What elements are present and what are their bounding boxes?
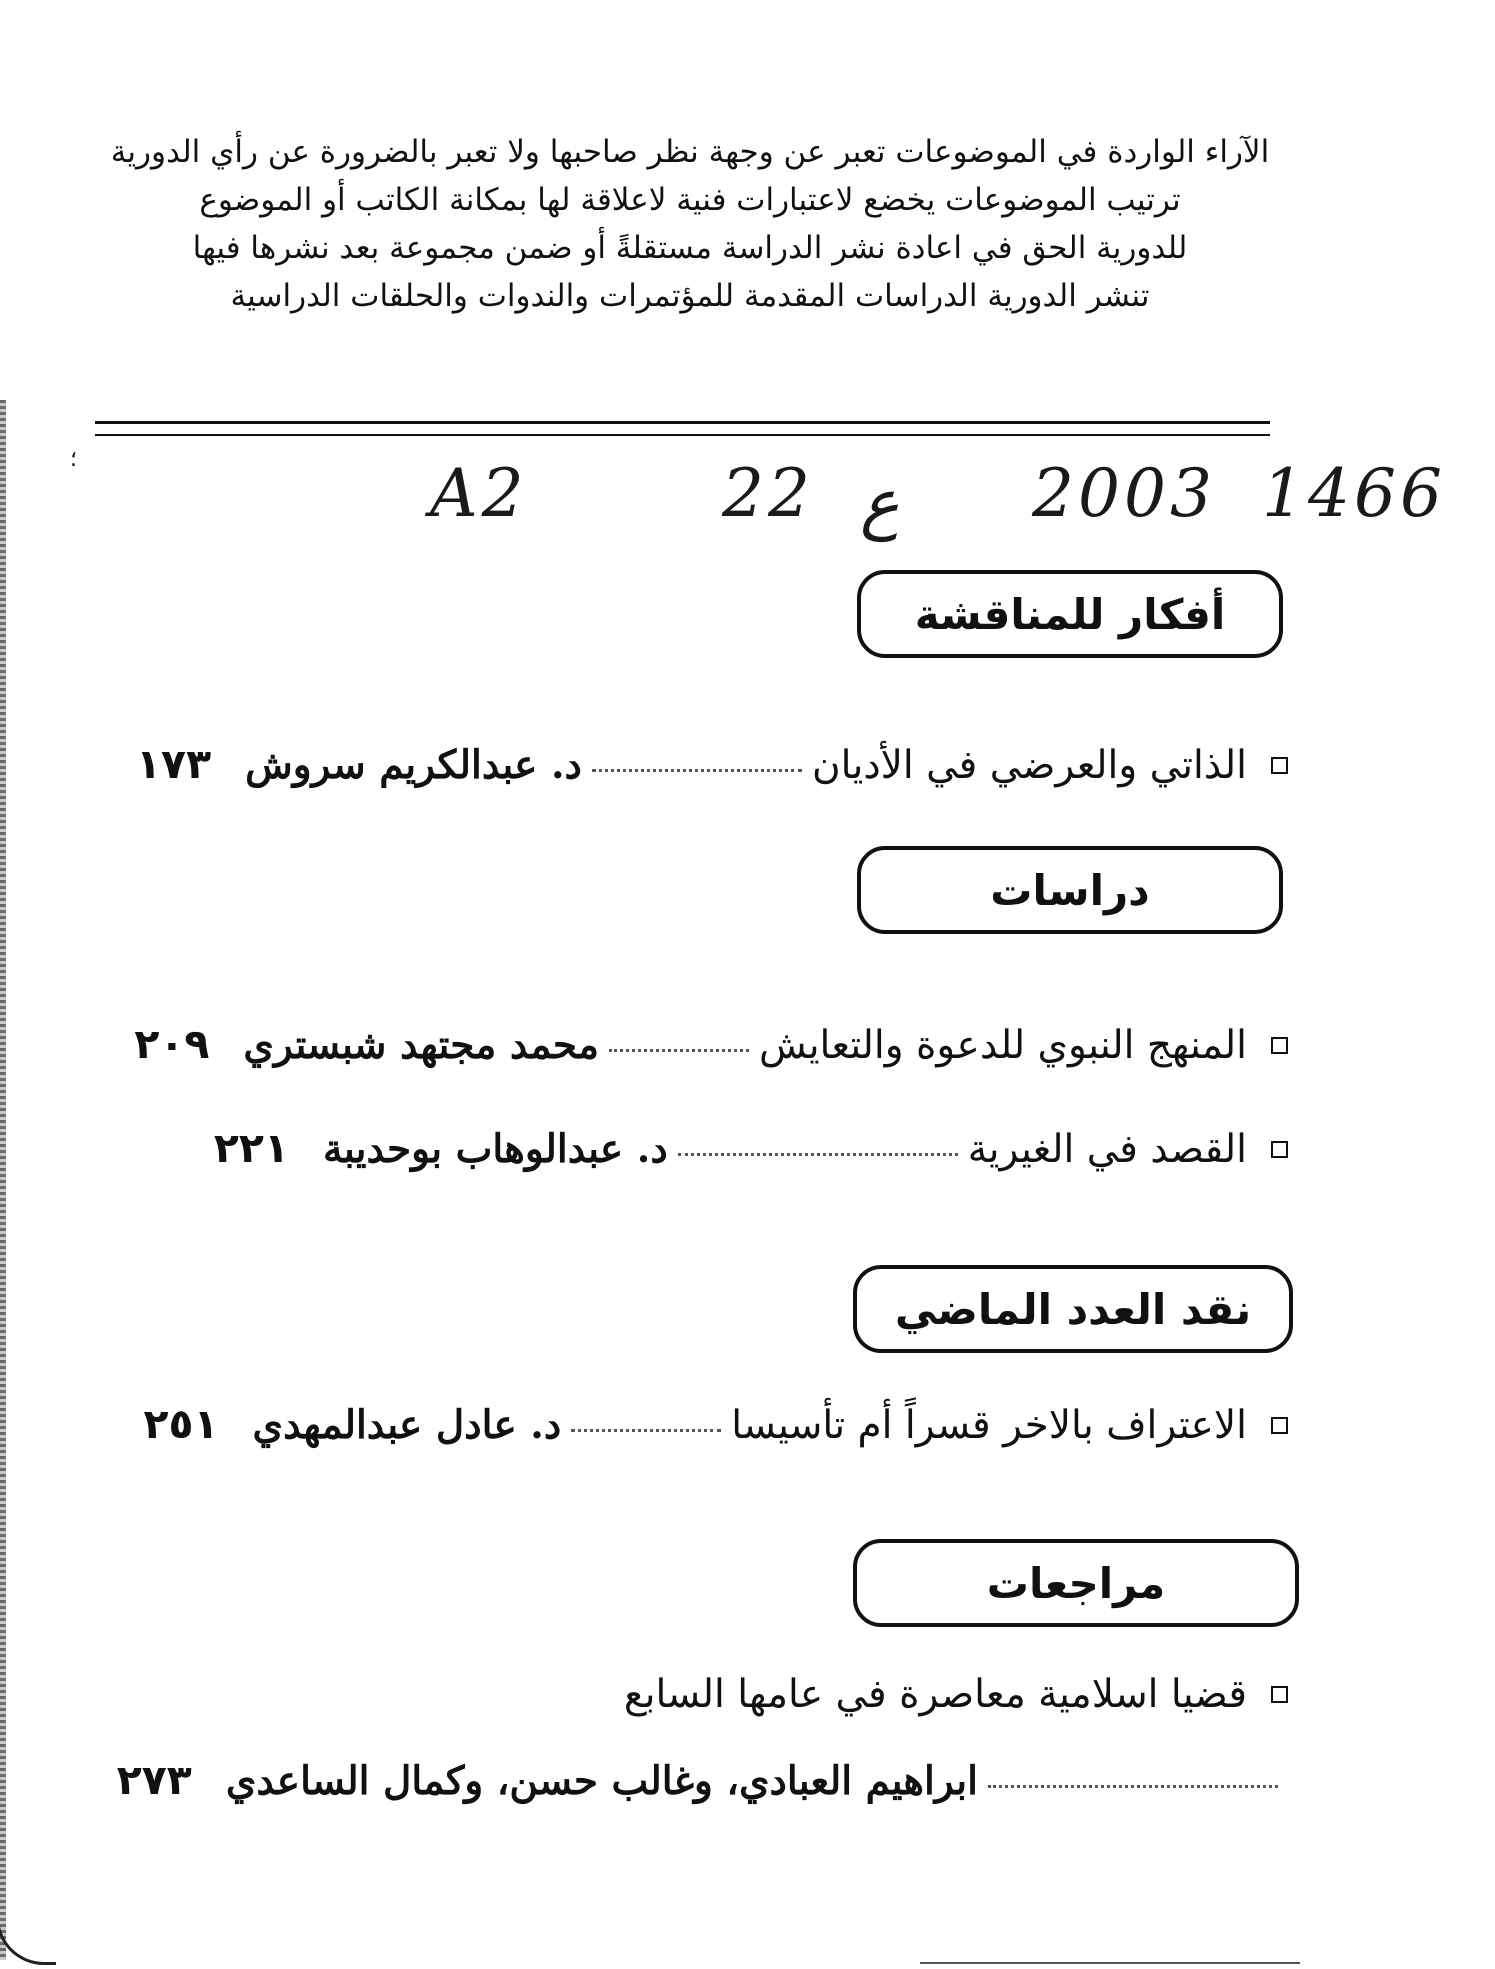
checkbox-bullet-icon [1271, 1417, 1288, 1434]
section-title: مراجعات [986, 1558, 1166, 1608]
disclaimer-line: الآراء الواردة في الموضوعات تعبر عن وجهة نظر صاحبها ولا تعبر بالضرورة عن رأي الدورية [110, 134, 1270, 170]
double-rule-bottom [95, 434, 1270, 436]
entry-page-number: ١٧٣ [136, 740, 212, 788]
section-header-critique [853, 1265, 1293, 1353]
page-border-curve [0, 380, 56, 1965]
entry-author: د. عبدالوهاب بوحديبة [322, 1126, 668, 1172]
section-header-reviews [853, 1539, 1299, 1627]
entry-title: قضيا اسلامية معاصرة في عامها السابع [623, 1672, 1247, 1717]
entry-page-number: ٢٢١ [213, 1124, 289, 1172]
disclaimer-line: ترتيب الموضوعات يخضع لاعتبارات فنية لاعلاقة لها بمكانة الكاتب أو الموضوع [199, 182, 1181, 218]
toc-entry [136, 740, 1288, 788]
disclaimer-line: للدورية الحق في اعادة نشر الدراسة مستقلةً أو ضمن مجموعة بعد نشرها فيها [192, 230, 1188, 266]
handwritten-number: 1466 [1262, 455, 1446, 532]
entry-title: الذاتي والعرضي في الأديان [811, 743, 1247, 788]
handwritten-year: 2003 [1032, 455, 1216, 532]
section-header-ideas [857, 570, 1283, 658]
checkbox-bullet-icon [1271, 757, 1288, 774]
handwritten-code: A2 [430, 455, 528, 532]
entry-author: محمد مجتهد شبستري [243, 1022, 599, 1068]
section-title: أفكار للمناقشة [914, 589, 1226, 639]
dot-leader [678, 1153, 958, 1156]
stray-mark: ؛ [70, 447, 77, 472]
section-header-studies [857, 846, 1283, 934]
checkbox-bullet-icon [1271, 1141, 1288, 1158]
toc-entry [117, 1756, 1288, 1804]
entry-title: المنهج النبوي للدعوة والتعايش [758, 1023, 1247, 1068]
disclaimer-block [100, 128, 1280, 320]
bottom-rule [920, 1962, 1300, 1964]
dot-leader [609, 1049, 749, 1052]
entry-title: القصد في الغيرية [967, 1127, 1247, 1172]
dot-leader [592, 769, 802, 772]
entry-author: د. عبدالكريم سروش [245, 742, 582, 788]
entry-title: الاعتراف بالاخر قسراً أم تأسيسا [731, 1403, 1247, 1448]
toc-entry [143, 1400, 1288, 1448]
handwritten-letter: ع [860, 465, 900, 542]
entry-author: ابراهيم العبادي، وغالب حسن، وكمال الساعدي [225, 1758, 978, 1804]
entry-author: د. عادل عبدالمهدي [252, 1402, 562, 1448]
disclaimer-line: تنشر الدورية الدراسات المقدمة للمؤتمرات والندوات والحلقات الدراسية [230, 278, 1150, 314]
dot-leader [571, 1429, 721, 1432]
section-title: نقد العدد الماضي [894, 1284, 1252, 1334]
section-title: دراسات [990, 865, 1150, 915]
toc-entry [134, 1020, 1288, 1068]
entry-page-number: ٢٠٩ [134, 1020, 210, 1068]
handwritten-reference [420, 455, 1460, 565]
checkbox-bullet-icon [1271, 1037, 1288, 1054]
handwritten-issue: 22 [722, 455, 814, 532]
toc-entry [214, 1124, 1288, 1172]
entry-page-number: ٢٧٣ [116, 1756, 192, 1804]
entry-page-number: ٢٥١ [143, 1400, 219, 1448]
dot-leader [988, 1785, 1278, 1788]
checkbox-bullet-icon [1271, 1686, 1288, 1703]
double-rule-top [95, 421, 1270, 424]
toc-entry-title-line [624, 1672, 1288, 1717]
